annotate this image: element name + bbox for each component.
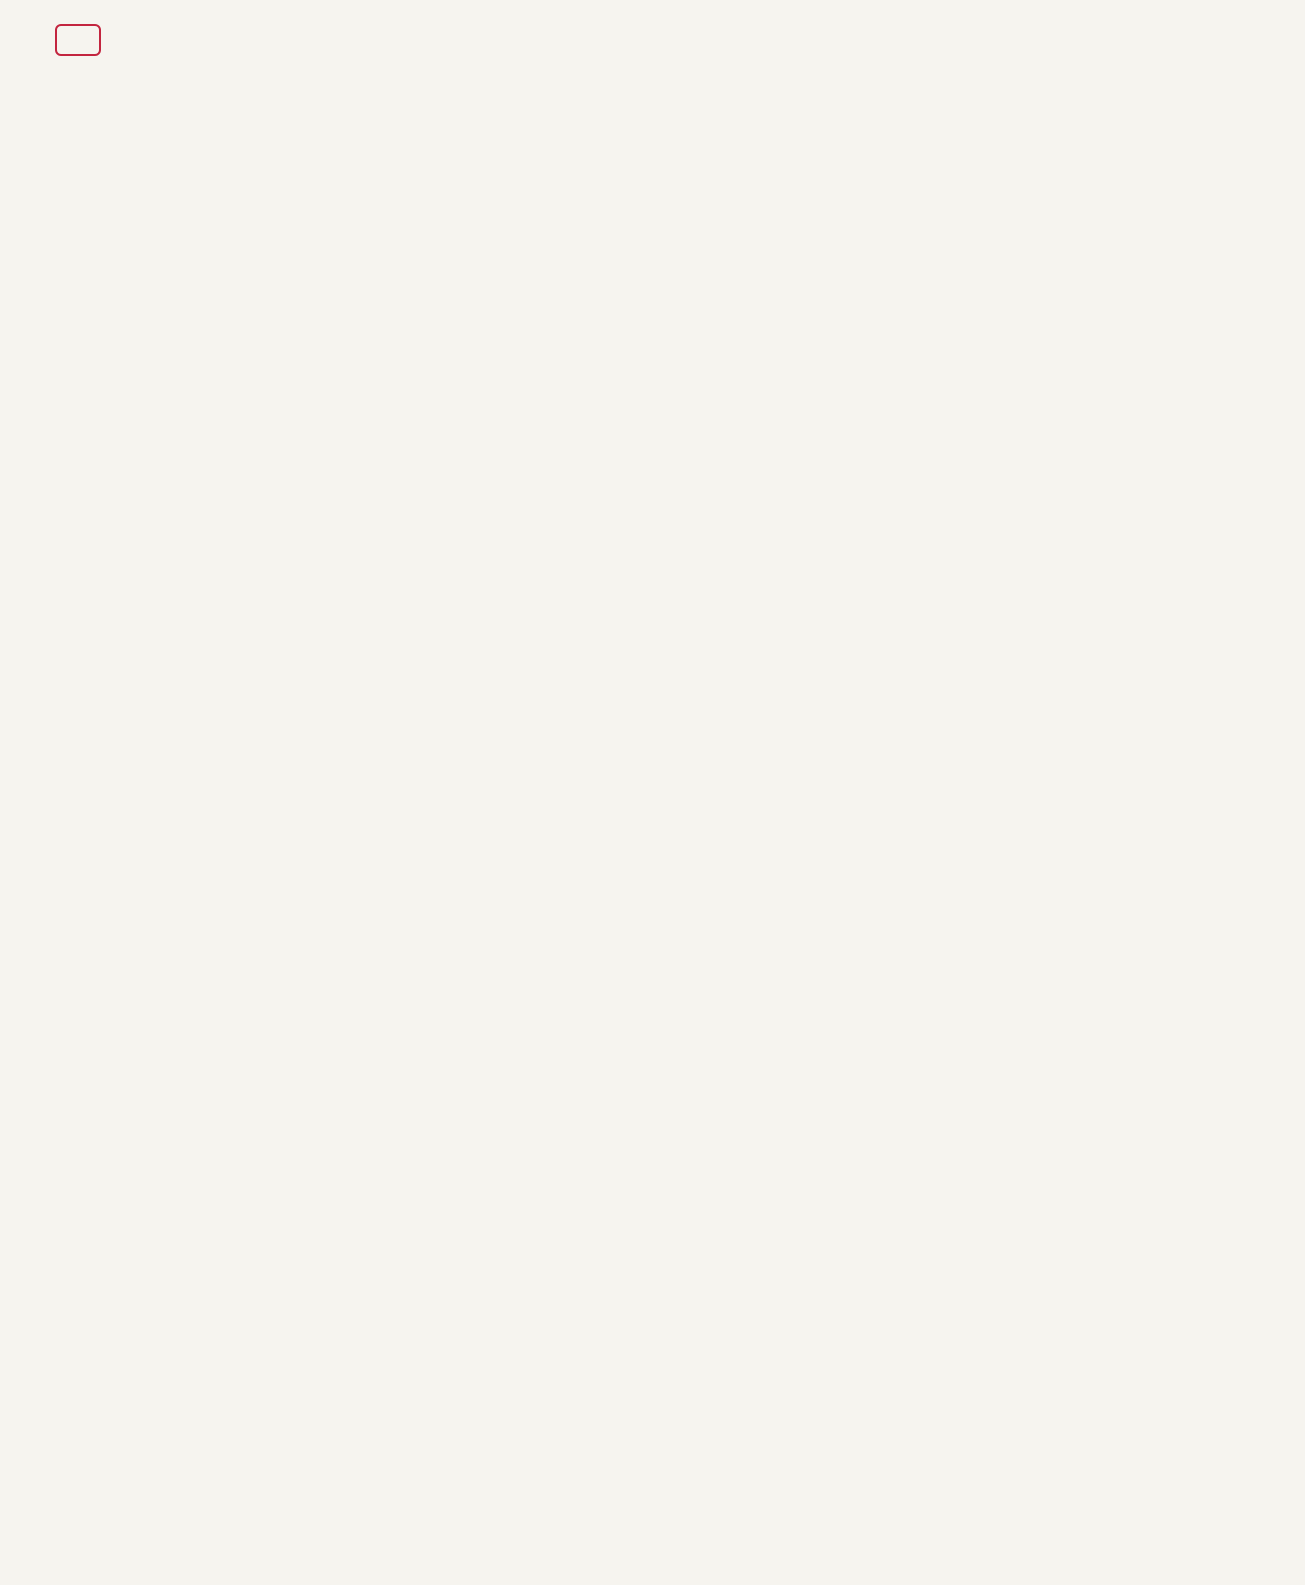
header-number-box (55, 24, 101, 56)
